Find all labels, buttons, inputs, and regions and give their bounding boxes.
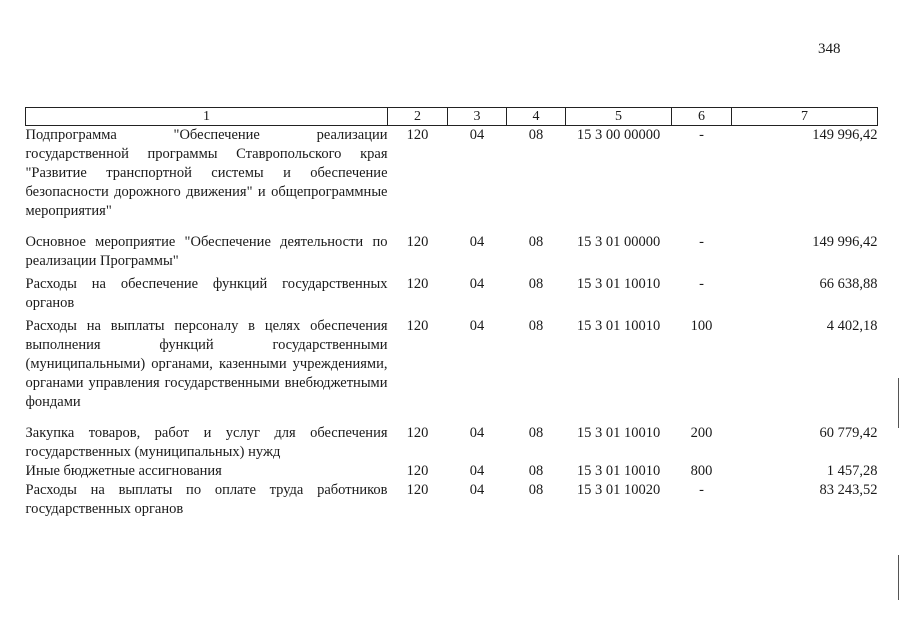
row-code-2: 120 (406, 482, 429, 498)
row-amount: 4 402,18 (826, 318, 878, 334)
header-col-4: 4 (507, 108, 566, 126)
row-code-3: 04 (469, 318, 485, 334)
budget-table (25, 107, 878, 519)
row-amount: 83 243,52 (819, 482, 878, 498)
row-code-4: 08 (528, 234, 544, 250)
row-code-4: 08 (528, 318, 544, 334)
row-code-6: - (699, 276, 704, 292)
header-col-6: 6 (672, 108, 732, 126)
header-col-7: 7 (732, 108, 878, 126)
row-code-5: 15 3 01 10010 (576, 463, 661, 479)
row-code-5: 15 3 01 00000 (576, 234, 661, 250)
row-code-2: 120 (406, 318, 429, 334)
row-code-6: - (699, 234, 704, 250)
row-code-4: 08 (528, 482, 544, 498)
table-row (26, 233, 878, 275)
row-amount: 1 457,28 (826, 463, 878, 479)
row-code-6: - (699, 127, 704, 143)
page-number: 348 (818, 41, 841, 57)
row-name: Расходы на обеспечение функций государственных органов (25, 276, 388, 311)
table-row (26, 126, 878, 234)
row-code-5: 15 3 01 10010 (576, 276, 661, 292)
row-amount: 149 996,42 (812, 234, 878, 250)
row-code-2: 120 (406, 234, 429, 250)
row-name: Иные бюджетные ассигнования (25, 463, 222, 479)
row-code-5: 15 3 00 00000 (576, 127, 661, 143)
row-name: Подпрограмма "Обеспечение реализации государственной программы Ставропольского края "Развитие транспортной системы и обеспечение безопасности дорожного движения" и общепрограммные мероприятия" (25, 127, 388, 219)
row-code-4: 08 (528, 463, 544, 479)
row-code-3: 04 (469, 463, 485, 479)
header-row (26, 108, 878, 126)
table-row (26, 424, 878, 462)
row-code-2: 120 (406, 276, 429, 292)
row-code-4: 08 (528, 127, 544, 143)
row-code-3: 04 (469, 127, 485, 143)
row-code-3: 04 (469, 425, 485, 441)
row-name: Закупка товаров, работ и услуг для обеспечения государственных (муниципальных) нужд (25, 425, 388, 460)
row-code-6: 800 (690, 463, 713, 479)
row-code-6: - (699, 482, 704, 498)
scan-edge-mark (898, 378, 899, 428)
row-code-5: 15 3 01 10020 (576, 482, 661, 498)
row-code-3: 04 (469, 482, 485, 498)
row-amount: 60 779,42 (819, 425, 878, 441)
row-code-2: 120 (406, 127, 429, 143)
row-code-4: 08 (528, 425, 544, 441)
table-row (26, 481, 878, 519)
row-code-2: 120 (406, 463, 429, 479)
row-code-5: 15 3 01 10010 (576, 425, 661, 441)
row-code-6: 100 (690, 318, 713, 334)
row-code-2: 120 (406, 425, 429, 441)
table-row (26, 462, 878, 481)
table-row (26, 275, 878, 317)
table-row (26, 317, 878, 424)
scan-edge-mark (898, 555, 899, 600)
row-amount: 66 638,88 (819, 276, 878, 292)
row-code-4: 08 (528, 276, 544, 292)
row-name: Расходы на выплаты по оплате труда работников государственных органов (25, 482, 388, 517)
row-amount: 149 996,42 (812, 127, 878, 143)
row-code-6: 200 (690, 425, 713, 441)
row-code-3: 04 (469, 234, 485, 250)
row-name: Основное мероприятие "Обеспечение деятельности по реализации Программы" (25, 234, 388, 269)
header-col-2: 2 (388, 108, 448, 126)
header-col-3: 3 (448, 108, 507, 126)
header-col-1: 1 (26, 108, 388, 126)
header-col-5: 5 (566, 108, 672, 126)
row-code-5: 15 3 01 10010 (576, 318, 661, 334)
row-name: Расходы на выплаты персоналу в целях обеспечения выполнения функций государственными (муниципальными) органами, казенными учреждениями, органами управления государственными внебюджетными фондами (25, 318, 388, 410)
row-code-3: 04 (469, 276, 485, 292)
